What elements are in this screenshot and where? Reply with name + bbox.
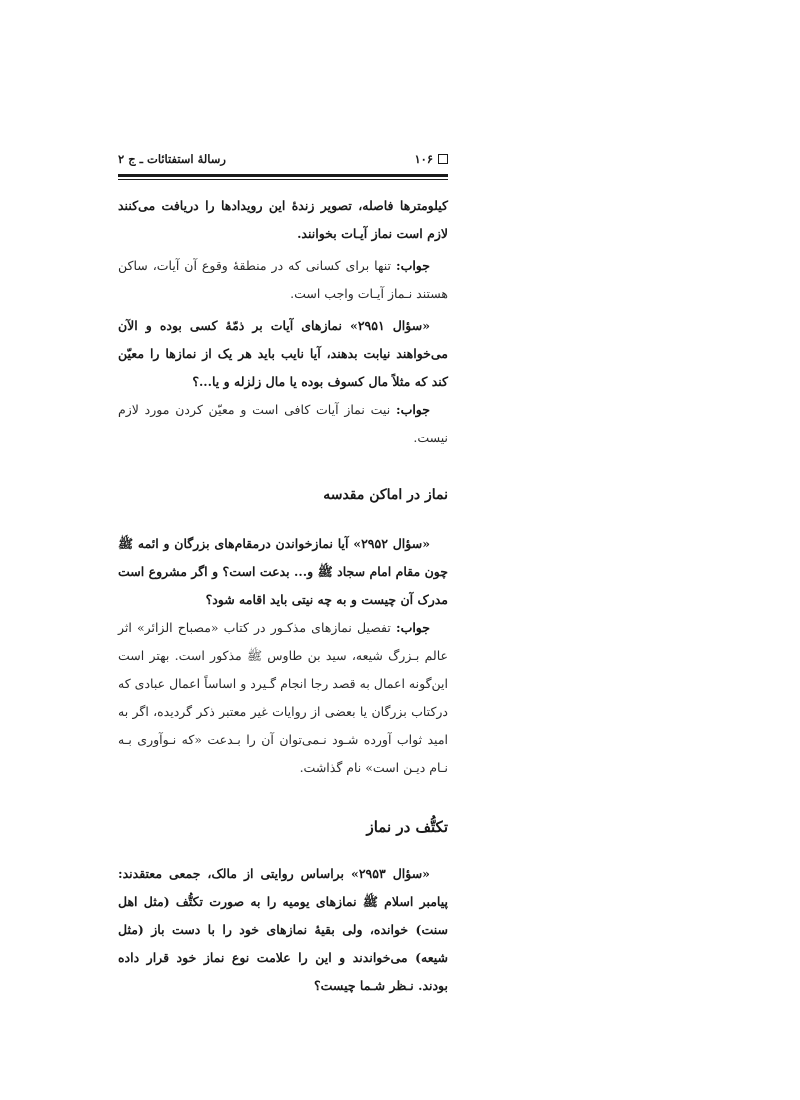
book-page xyxy=(118,148,448,1000)
answer-text: تفصیل نمازهای مذکـور در کتاب «مصباح الزائر» اثر عالم بـزرگ شیعه، سید بن طاوس ﷺ مذکور است. بهتر است این‌گونه اعمال به قصد رجا انجام گـیرد و اساساً اعمال عبادی که درکتاب بزرگان یا بعضی از روایات غیر معتبر ذکر گردیده، اگر به امید ثواب آورده شـود نـمی‌توان آن را بـدعت «که نـوآوری بـه نـام دیـن است» نام گذاشت. xyxy=(118,620,448,775)
answer-2952 xyxy=(118,614,448,782)
answer-label: جواب: xyxy=(395,620,430,635)
answer-2951 xyxy=(118,396,448,452)
question-2951: «سؤال ۲۹۵۱» نمازهای آیات بر ذمّهٔ کسی بوده و الآن می‌خواهند نیابت بدهند، آیا نایب باید هر یک از نمازها را معیّن کند که مثلاً مال کسوف بوده یا مال زلزله و یا...؟ xyxy=(118,318,448,389)
question-continuation: کیلومترها فاصله، تصویر زندهٔ این رویدادها را دریافت می‌کنند لازم است نماز آیـات بخوانند. xyxy=(118,198,448,241)
question-2953: «سؤال ۲۹۵۳» براساس روایتی از مالک، جمعی معتقدند: پیامبر اسلام ﷺ نمازهای یومیه را به صورت تکتُّف (مثل اهل سنت) خوانده، ولی بقیهٔ نمازهای خود را با دست باز (مثل شیعه) می‌خواندند و این را علامت نوع نماز خود قرار داده بودند. نـظر شـما چیست؟ xyxy=(118,866,448,993)
page-number-group xyxy=(414,152,448,166)
section-heading-holy-places: نماز در اماکن مقدسه xyxy=(323,487,448,503)
book-title: رسالهٔ استفتائات ـ ج ۲ xyxy=(118,152,226,166)
answer-label: جواب: xyxy=(395,402,430,417)
answer-text: نیت نماز آیات کافی است و معیّن کردن مورد لازم نیست. xyxy=(118,402,448,445)
running-header xyxy=(118,148,448,170)
answer-text: تنها برای کسانی که در منطقهٔ وقوع آن آیات، ساکن هستند نـماز آیـات واجب است. xyxy=(118,258,448,301)
answer-label: جواب: xyxy=(395,258,430,273)
square-ornament-icon xyxy=(438,154,448,164)
section-heading-takattuf: تکتُّف در نماز xyxy=(366,818,448,836)
header-rule-thin xyxy=(118,179,448,180)
header-rule-thick xyxy=(118,174,448,177)
question-2952: «سؤال ۲۹۵۲» آیا نمازخواندن درمقام‌های بزرگان و ائمه ﷺ چون مقام امام سجاد ﷺ و... بدعت است؟ و اگر مشروع است مدرک آن چیست و به چه نیتی باید اقامه شود؟ xyxy=(118,536,448,607)
answer-paragraph xyxy=(118,252,448,308)
page-number: ۱۰۶ xyxy=(414,152,433,166)
